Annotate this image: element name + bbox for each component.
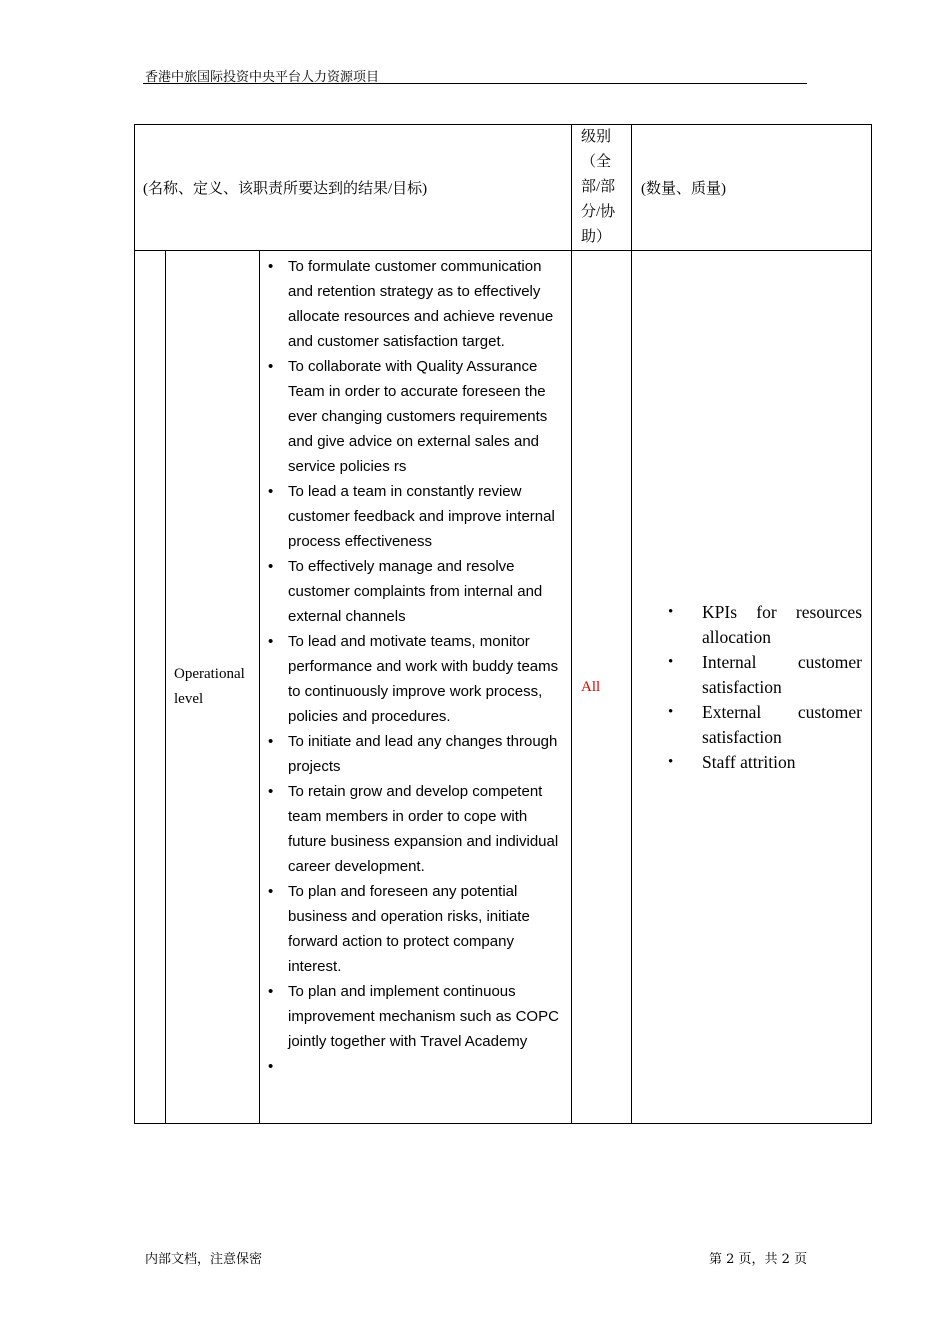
header-level: 级别（全部/部分/协助）: [572, 125, 632, 251]
table-row: [135, 251, 872, 1124]
responsibilities-table: [134, 124, 872, 1124]
duties-cell: [260, 251, 572, 1124]
kpi-item: • KPIs for resources allocation: [632, 600, 862, 650]
kpi-item: • External customer satisfaction: [632, 700, 862, 750]
footer-page-number: 第 2 页，共 2 页: [709, 1252, 808, 1267]
duty-item-empty: [260, 1054, 567, 1079]
duty-item: • To lead a team in constantly review customer feedback and improve internal process effectiveness: [260, 479, 567, 554]
footer-confidential: 内部文档，注意保密: [145, 1252, 263, 1267]
duty-item: • To lead and motivate teams, monitor performance and work with buddy teams to continuously improve work process, policies and procedures.: [260, 629, 567, 729]
kpi-list: [632, 600, 862, 775]
category-cell: [135, 251, 166, 1124]
kpi-item: • Internal customer satisfaction: [632, 650, 862, 700]
duty-item: • To initiate and lead any changes through projects: [260, 729, 567, 779]
level-value-cell: All: [572, 251, 632, 1124]
header-rule: [143, 83, 807, 84]
duty-item: • To plan and foreseen any potential business and operation risks, initiate forward action to protect company interest.: [260, 879, 567, 979]
kpi-cell: [632, 251, 872, 1124]
header-measure: (数量、质量): [632, 125, 872, 251]
duty-item: • To retain grow and develop competent team members in order to cope with future business expansion and individual career development.: [260, 779, 567, 879]
duty-item: • To formulate customer communication and retention strategy as to effectively allocate resources and achieve revenue and customer satisfaction target.: [260, 254, 567, 354]
duties-list: [260, 254, 567, 1079]
level-name-cell: Operational level: [166, 251, 260, 1124]
duty-item: • To plan and implement continuous improvement mechanism such as COPC jointly together with Travel Academy: [260, 979, 567, 1054]
table-header-row: [135, 125, 872, 251]
duty-item: • To collaborate with Quality Assurance Team in order to accurate foreseen the ever changing customers requirements and give advice on external sales and service policies rs: [260, 354, 567, 479]
header-description: (名称、定义、该职责所要达到的结果/目标): [135, 125, 572, 251]
duty-item: • To effectively manage and resolve customer complaints from internal and external channels: [260, 554, 567, 629]
kpi-item: • Staff attrition: [632, 750, 862, 775]
page-header-title: 香港中旅国际投资中央平台人力资源项目: [145, 70, 380, 85]
